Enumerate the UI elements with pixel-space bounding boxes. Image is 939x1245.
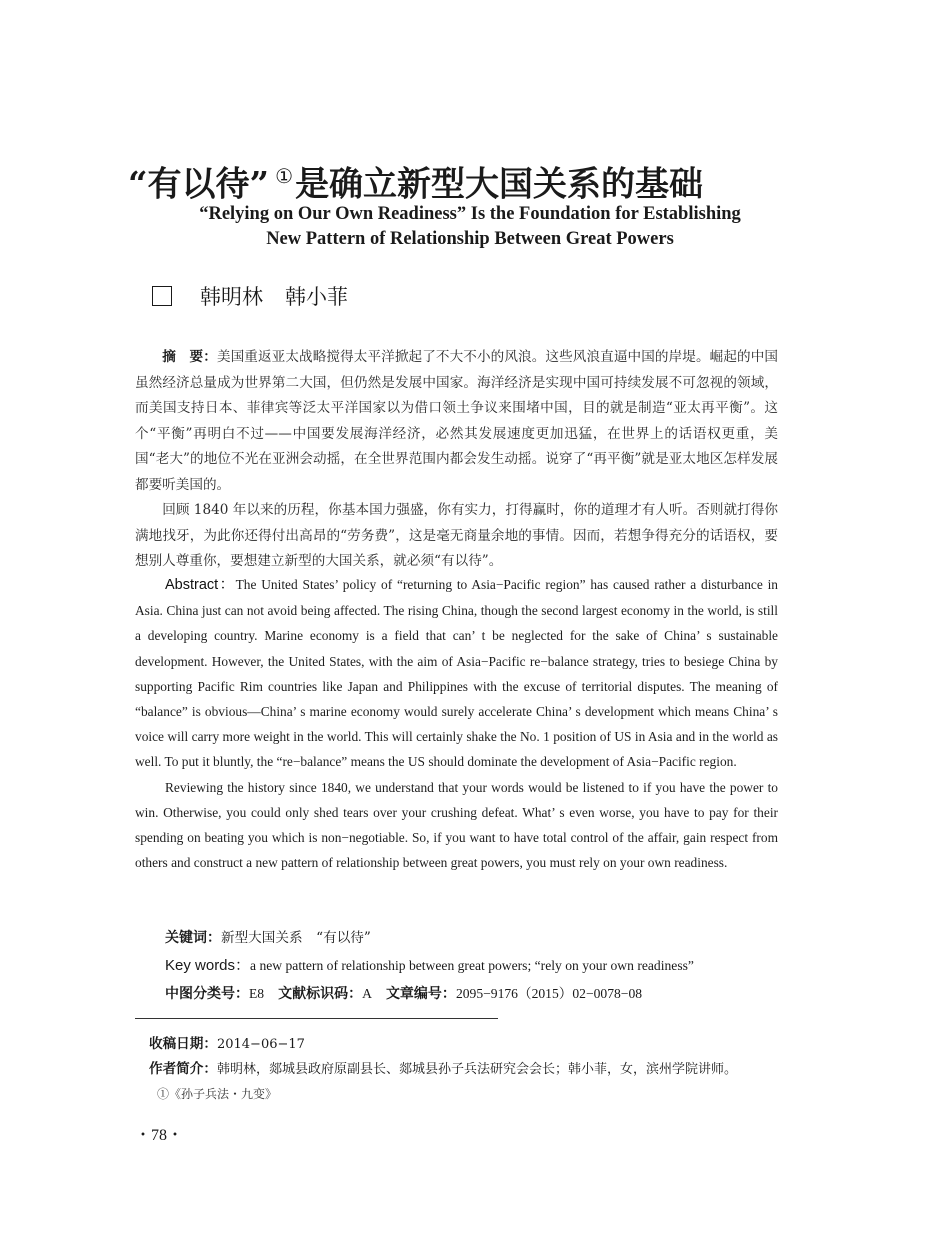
author-name-1: 韩明林 [200,285,263,309]
title-english [140,202,800,252]
article-no-value: 2095−9176（2015）02−0078−08 [455,986,643,1001]
received-date [149,1032,789,1057]
keywords-cn-label: 关键词： [165,930,221,946]
author-bio-value: 韩明林，郯城县政府原副县长、郯城县孙子兵法研究会会长；韩小菲，女，滨州学院讲师。 [216,1062,737,1077]
footnote-1: ①《孙子兵法・九变》 [157,1087,278,1101]
author-bio-label: 作者简介： [149,1061,217,1077]
abstract-en-para1 [135,572,778,775]
author-name-2: 韩小菲 [285,285,348,309]
author-line [152,282,370,312]
received-label: 收稿日期： [149,1036,217,1052]
title-cn-part2: 是确立新型大国关系的基础 [295,164,704,205]
keywords-block [165,925,785,1008]
abstract-cn-label: 摘 要： [162,349,217,365]
footnote-divider [135,1018,498,1019]
abstract-cn-para2: 回顾 1840 年以来的历程，你基本国力强盛，你有实力，打得赢时，你的道理才有人听。否则就打得你满地找牙，为此你还得付出高昂的“劳务费”，这是毫无商量余地的事情。因而，若想争得充分的话语权，要想别人尊重你，要想建立新型的大国关系，就必须“有以待”。 [135,502,778,569]
footnotes-block [149,1032,789,1106]
clc-label: 中图分类号： [165,986,249,1002]
clc-value: E8 [249,986,265,1001]
abstract-en-label: Abstract： [165,577,236,593]
received-value: 2014−06−17 [216,1037,305,1052]
abstract-en-text1: The United States’ policy of “returning to Asia−Pacific region” has caused rather a disturbance in Asia. China just can not avoid being affected. The rising China, though the second largest economy in the world, is still a developing country. Marine economy is a field that can’ t be neglected for the sake of China’ s sustainable development. However, the United States, with the aim of Asia−Pacific re−balance strategy, tries to besiege China by supporting Pacific Rim countries like Japan and Philippines with the excuse of territorial disputes. The meaning of “balance” is obvious—China’ s marine economy would surely accelerate China’ s development which means China’ s voice will carry more weight in the world. This will certainly shake the No. 1 position of US in Asia and in the world as well. To put it bluntly, the “re−balance” means the US should dominate the development of Asia−Pacific region. [135,577,778,770]
keywords-en [165,952,785,980]
doc-code-label: 文献标识码： [278,986,363,1002]
keywords-cn [165,925,785,952]
abstract-chinese [135,345,778,575]
title-en-line1: “Relying on Our Own Readiness” Is the Foundation for Establishing [199,204,741,224]
doc-code-value: A [362,986,372,1001]
classification-line [165,980,785,1008]
abstract-english [135,572,778,875]
abstract-cn-para1 [135,345,778,498]
page-number: ・78・ [135,1127,184,1144]
author-bio [149,1057,789,1082]
article-no-label: 文章编号： [385,986,456,1002]
title-cn-part1: “有以待” [128,164,270,205]
keywords-cn-value: 新型大国关系 “有以待” [221,930,371,946]
title-chinese [128,152,788,208]
title-en-line2: New Pattern of Relationship Between Great Powers [266,229,674,249]
abstract-cn-text1: 美国重返亚太战略搅得太平洋掀起了不大不小的风浪。这些风浪直逼中国的岸堤。崛起的中国虽然经济总量成为世界第二大国，但仍然是发展中国家。海洋经济是实现中国可持续发展不可忽视的领域，而美国支持日本、菲律宾等泛太平洋国家以为借口领土争议来围堵中国，目的就是制造“亚太再平衡”。这个“平衡”再明白不过——中国要发展海洋经济，必然其发展速度更加迅猛，在世界上的话语权更重，美国“老大”的地位不光在亚洲会动摇，在全世界范围内都会发生动摇。说穿了“再平衡”就是亚太地区怎样发展都要听美国的。 [135,349,778,493]
keywords-en-label: Key words： [165,957,251,974]
square-icon [152,286,172,306]
abstract-en-para2: Reviewing the history since 1840, we understand that your words would be listened to if you have the power to win. Otherwise, you could only shed tears over your crushing defeat. What’ s even worse, you have to pay for their spending on beating you which is non−negotiable. So, if you want to have total control of the affair, gain respect from others and construct a new pattern of relationship between great powers, you must rely on your own readiness. [135,779,778,871]
keywords-en-value: a new pattern of relationship between great powers; “rely on your own readiness” [250,958,694,973]
footnote-marker: ① [275,164,294,188]
